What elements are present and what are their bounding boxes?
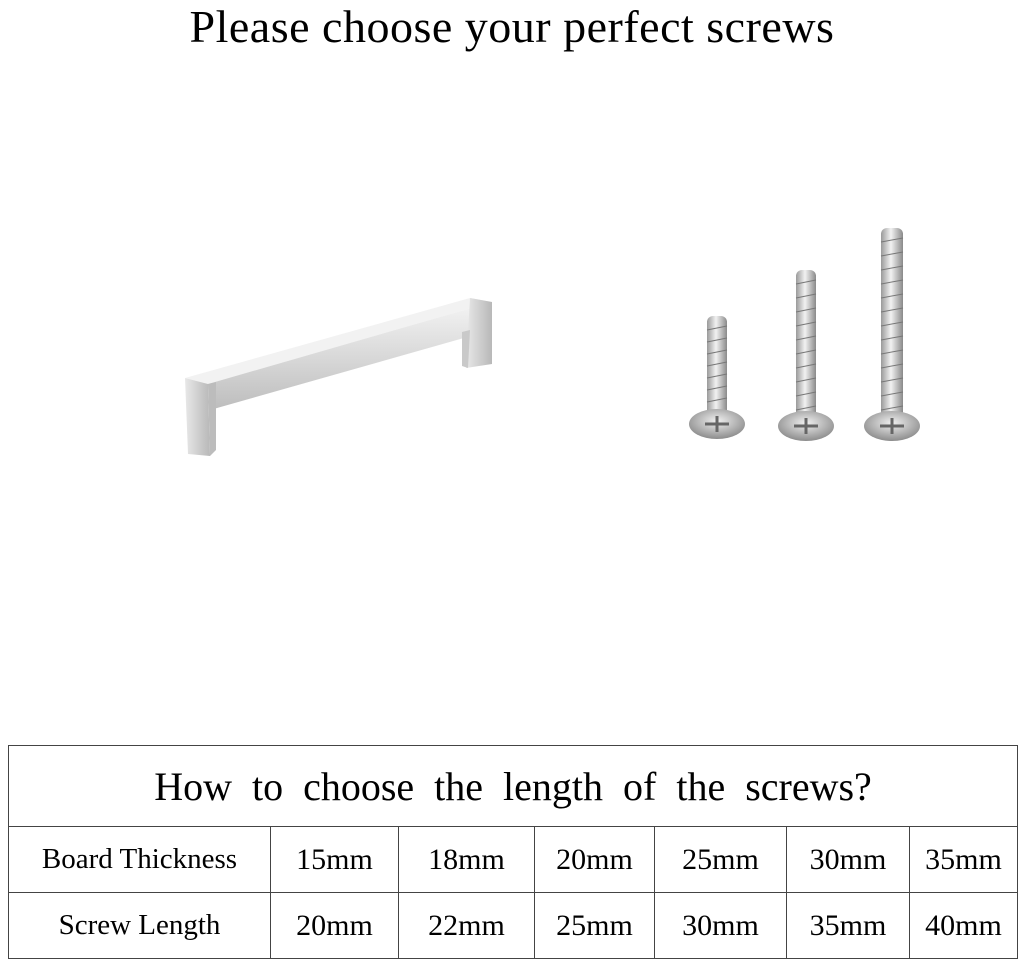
table-cell: 35mm: [910, 827, 1018, 893]
table-cell: 20mm: [271, 893, 399, 959]
table-cell: 25mm: [655, 827, 787, 893]
table-row-board-thickness: [9, 827, 1018, 893]
table-cell: 18mm: [399, 827, 535, 893]
row-label: Screw Length: [9, 893, 271, 959]
table-row-screw-length: [9, 893, 1018, 959]
row-label: Board Thickness: [9, 827, 271, 893]
product-images: [0, 90, 1024, 650]
table-cell: 30mm: [787, 827, 910, 893]
screw-length-table: [8, 745, 1017, 965]
table-heading: How to choose the length of the screws?: [9, 746, 1018, 827]
table-cell: 35mm: [787, 893, 910, 959]
table-cell: 20mm: [535, 827, 655, 893]
page-title: Please choose your perfect screws: [189, 1, 835, 52]
table-cell: 30mm: [655, 893, 787, 959]
cabinet-handle-icon: [170, 280, 510, 470]
table-cell: 15mm: [271, 827, 399, 893]
table-heading-row: [9, 746, 1018, 827]
table-cell: 22mm: [399, 893, 535, 959]
table-cell: 40mm: [910, 893, 1018, 959]
screws-icon: [680, 220, 940, 450]
table-cell: 25mm: [535, 893, 655, 959]
